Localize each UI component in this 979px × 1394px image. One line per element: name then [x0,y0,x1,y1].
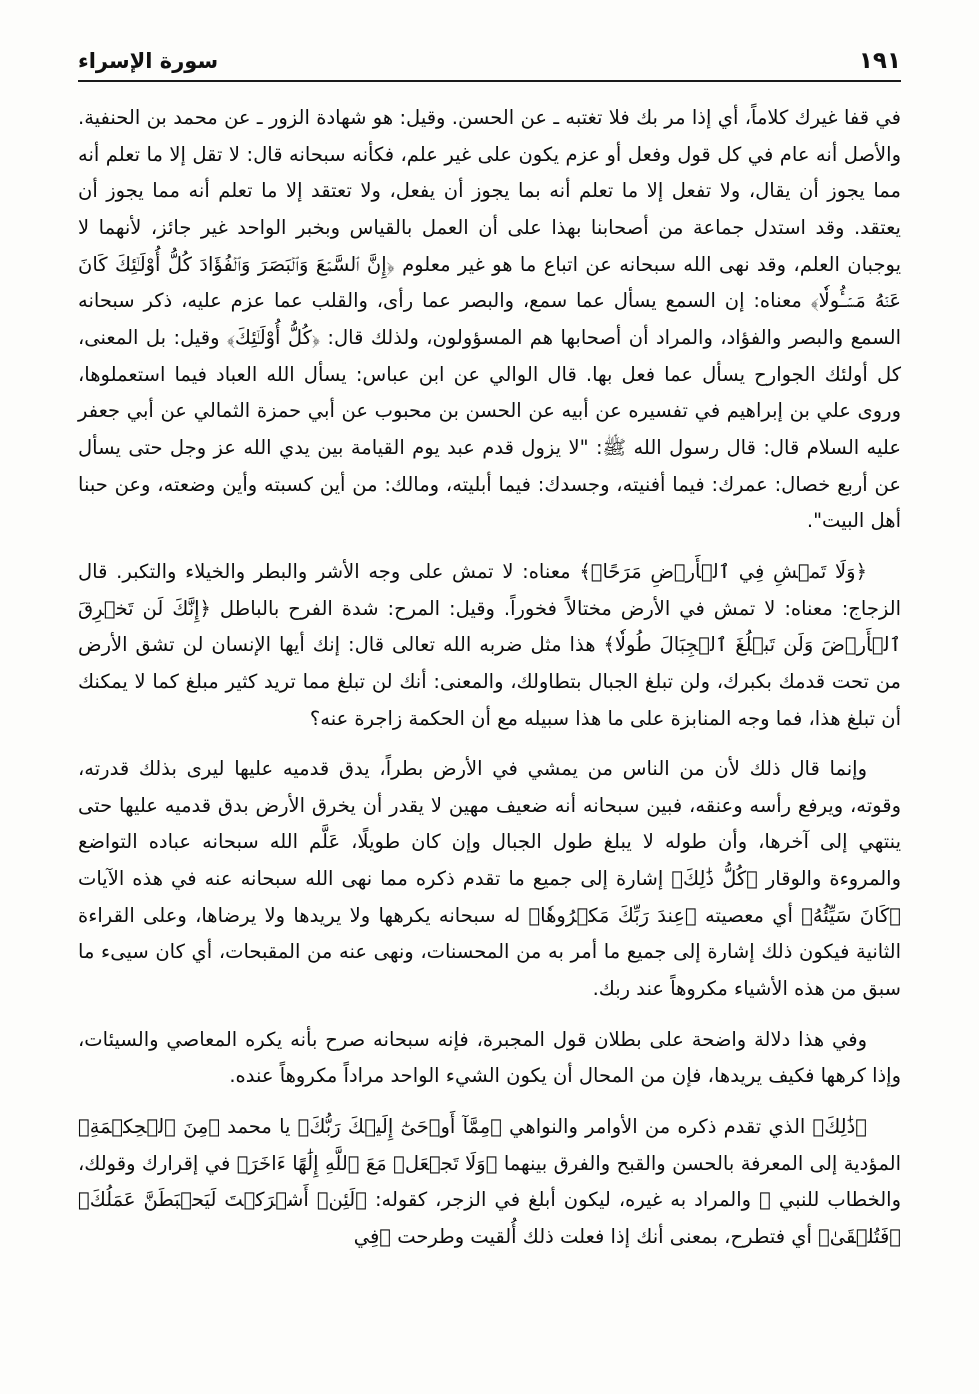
paragraph-4: وفي هذا دلالة واضحة على بطلان قول المجبرة، فإنه سبحانه صرح بأنه يكره المعاصي والسيئات، وإذا كرهها فكيف يريدها، فإن من المحال أن يكون الشيء الواحد مراداً مكروهاً عنده. [78,1027,901,1088]
page-header [78,48,901,74]
surah-title: سورة الإسراء [78,49,219,73]
header-divider [78,80,901,82]
paragraph-2: ﴿وَلَا تَمۡشِ فِي ٱلۡأَرۡضِ مَرَحًاۖ﴾ معناه: لا تمش على وجه الأشر والبطر والخيلاء والتكبر. قال الزجاج: معناه: لا تمش في الأرض مختالاً فخوراً. وقيل: المرح: شدة الفرح بالباطل ﴿إِنَّكَ لَن تَخۡرِقَ ٱلۡأَرۡضَ وَلَن تَبۡلُغَ ٱلۡجِبَالَ طُولٗا﴾ هذا مثل ضربه الله تعالى قال: إنك أيها الإنسان لن تشق الأرض من تحت قدمك بكبرك، ولن تبلغ الجبال بتطاولك، والمعنى: أنك لن تبلغ مما تريد كثير مبلغ كما لا يمكنك أن تبلغ هذا، فما وجه المنابزة على ما هذا سبيله مع أن الحكمة زاجرة عنه؟ [78,559,901,730]
page-body [78,100,901,1256]
page-number: ١٩١ [858,48,901,74]
paragraph-5: ﴿ذَٰلِكَ﴾ الذي تقدم ذكره من الأوامر والنواهي ﴿مِمَّآ أَوۡحَىٰٓ إِلَيۡكَ رَبُّكَ﴾ يا محمد ﴿مِنَ ٱلۡحِكۡمَةِ﴾ المؤدية إلى المعرفة بالحسن والقبح والفرق بينهما ﴿وَلَا تَجۡعَلۡ مَعَ ٱللَّهِ إِلَٰهًا ءَاخَرَ﴾ في إقرارك وقولك، والخطاب للنبي ﷺ والمراد به غيره، ليكون أبلغ في الزجر، كقوله: ﴿لَئِنۡ أَشۡرَكۡتَ لَيَحۡبَطَنَّ عَمَلُكَ﴾ ﴿فَتُلۡقَىٰ﴾ أي فتطرح، بمعنى أنك إذا فعلت ذلك أُلقيت وطرحت ﴿فِي [78,1115,901,1249]
paragraph-1: في قفا غيرك كلاماً، أي إذا مر بك فلا تغتبه ـ عن الحسن. وقيل: هو شهادة الزور ـ عن محمد بن الحنفية. والأصل أنه عام في كل قول وفعل أو عزم يكون على غير علم، فكأنه سبحانه قال: لا تقل إلا ما تعلم أنه مما يجوز أن يقال، ولا تفعل إلا ما تعلم أنه بما يجوز أن يفعل، ولا تعتقد إلا ما تعلم أنه مما يجوز أن يعتقد. وقد استدل جماعة من أصحابنا بهذا على أن العمل بالقياس وبخبر الواحد غير جائز، لأنهما لا يوجبان العلم، وقد نهى الله سبحانه عن اتباع ما هو غير معلوم ﴿إِنَّ ٱلسَّمۡعَ وَٱلۡبَصَرَ وَٱلۡفُؤَادَ كُلُّ أُوْلَـٰۤئِكَ كَانَ عَنۡهُ مَسۡـُٔولٗا﴾ معناه: إن السمع يسأل عما سمع، والبصر عما رأى، والقلب عما عزم عليه، ذكر سبحانه السمع والبصر والفؤاد، والمراد أن أصحابها هم المسؤولون، ولذلك قال: ﴿كُلُّ أُوْلَـٰۤئِكَ﴾ وقيل: بل المعنى، كل أولئك الجوارح يسأل عما فعل بها. قال الوالي عن ابن عباس: يسأل الله العباد فيما استعملوها، وروى علي بن إبراهيم في تفسيره عن أبيه عن الحسن بن محبوب عن أبي حمزة الثمالي عن أبي جعفر عليه السلام قال: قال رسول الله ﷺ: "لا يزول قدم عبد يوم القيامة بين يدي الله عز وجل حتى يسأل عن أربع خصال: عمرك: فيما أفنيته، وجسدك: فيما أبليته، ومالك: من أين كسبته وأين وضعته، وعن حبنا أهل البيت". [78,106,901,533]
paragraph-3: وإنما قال ذلك لأن من الناس من يمشي في الأرض بطراً، يدق قدميه عليها ليرى بذلك قدرته، وقوته، ويرفع رأسه وعنقه، فبين سبحانه أنه ضعيف مهين لا يقدر أن يخرق الأرض بدق قدميه عليها حتى ينتهي إلى آخرها، وأن طوله لا يبلغ طول الجبال وإن كان طويلًا، عَلَّم الله سبحانه عباده التواضع والمروءة والوقار ﴿كُلُّ ذَٰلِكَ﴾ إشارة إلى جميع ما تقدم ذكره مما نهى الله سبحانه عنه في هذه الآيات ﴿كَانَ سَيِّئُهُ﴾ أي معصيته ﴿عِندَ رَبِّكَ مَكۡرُوهٗا﴾ له سبحانه يكرهها ولا يريدها ولا يرضاها، وعلى القراءة الثانية فيكون ذلك إشارة إلى جميع ما أمر به من المحسنات، ونهى عنه من المقبحات، أي كان سيىء ما سبق من هذه الأشياء مكروهاً عند ربك. [78,757,901,1001]
